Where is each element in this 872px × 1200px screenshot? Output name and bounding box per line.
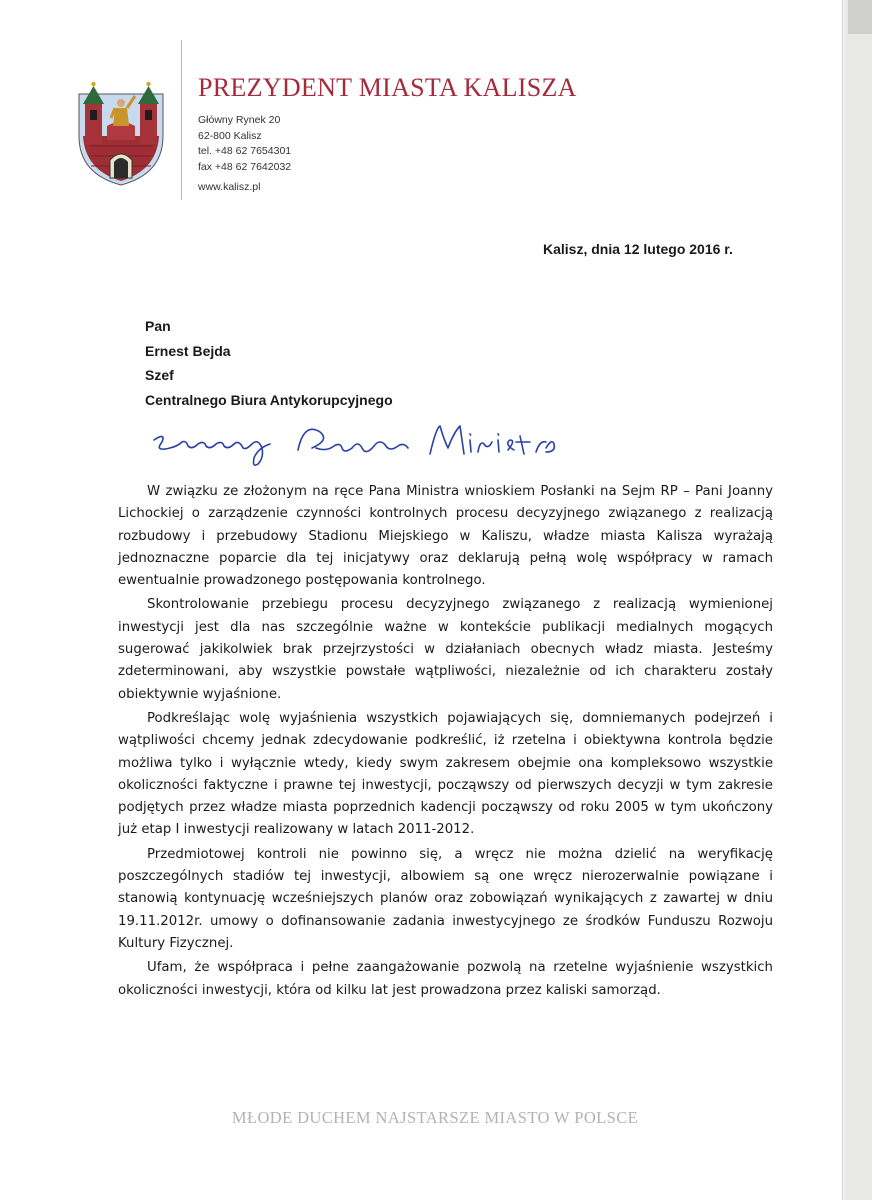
handwritten-greeting bbox=[148, 418, 558, 476]
website-link[interactable]: www.kalisz.pl bbox=[198, 181, 261, 193]
org-title: PREZYDENT MIASTA KALISZA bbox=[198, 73, 577, 102]
body-paragraph-1: W związku ze złożonym na ręce Pana Ministra wnioskiem Posłanki na Sejm RP – Pani Joanny Lichockiej o zarządzenie czynności kontrolnych procesu decyzyjnego związanego z realizacją rozbudowy i przebudowy Stadionu Miejskiego w Kaliszu, władze miasta Kalisza wyrażają jednoznaczne poparcie dla tej inicjatywy oraz deklarują pełną wolę współpracy w ramach ewentualnie prowadzonego postępowania kontrolnego. bbox=[118, 484, 773, 589]
phone-number: tel. +48 62 7654301 bbox=[198, 145, 292, 157]
fax-number: fax +48 62 7642032 bbox=[198, 160, 292, 173]
scan-edge-notch bbox=[848, 0, 872, 34]
recipient-salutation: Pan bbox=[145, 318, 171, 334]
footer-motto: MŁODE DUCHEM NAJSTARSZE MIASTO W POLSCE bbox=[231, 1108, 639, 1127]
address-city: 62-800 Kalisz bbox=[198, 129, 262, 142]
recipient-title: Szef bbox=[145, 367, 174, 383]
scan-edge bbox=[845, 0, 872, 1200]
body-paragraph-4: Przedmiotowej kontroli nie powinno się, a wręcz nie można dzielić na weryfikację poszczególnych stadiów tej inwestycji, albowiem są one wręcz nierozerwalnie powiązane i stanowią kontynuację wcześniejszych planów oraz zobowiązań wynikających z zawartej w dniu 19.11.2012r. umowy o dofinansowanie zadania inwestycyjnego ze środków Funduszu Rozwoju Kultury Fizycznej. bbox=[118, 846, 773, 951]
letter-date: Kalisz, dnia 12 lutego 2016 r. bbox=[543, 241, 733, 257]
address-street: Główny Rynek 20 bbox=[198, 114, 281, 126]
letter-body bbox=[118, 481, 773, 1004]
address-block bbox=[198, 113, 291, 196]
recipient-name: Ernest Bejda bbox=[145, 342, 231, 359]
header-divider bbox=[181, 40, 182, 200]
recipient-block bbox=[145, 314, 393, 412]
body-paragraph-2: Skontrolowanie przebiegu procesu decyzyjnego związanego z realizacją wymienionej inwestycji jest dla nas szczególnie ważne w kontekście publikacji medialnych mogących sugerować jakikolwiek brak przejrzystości w działaniach obecnych władz miasta. Jesteśmy zdeterminowani, aby wszystkie powstałe wątpliwości, niezależnie od ich charakteru zostały obiektywnie wyjaśnione. bbox=[118, 597, 773, 702]
body-paragraph-5: Ufam, że współpraca i pełne zaangażowanie pozwolą na rzetelne wyjaśnienie wszystkich okoliczności inwestycji, która od kilku lat jest prowadzona przez kaliski samorząd. bbox=[118, 960, 773, 998]
kalisz-coat-of-arms-icon bbox=[77, 74, 165, 186]
recipient-institution: Centralnego Biura Antykorupcyjnego bbox=[145, 391, 393, 408]
body-paragraph-3: Podkreślając wolę wyjaśnienia wszystkich pojawiających się, domniemanych podejrzeń i wątpliwości chcemy jednak zdecydowanie podkreślić, iż rzetelna i obiektywna kontrola będzie możliwa tylko i wyłącznie wtedy, kiedy swym zakresem obejmie ona kompleksowo wszystkie okoliczności faktyczne i prawne tej inwestycji, począwszy od pierwszych decyzji w tym zakresie podjętych przez władze miasta poprzednich kadencji począwszy od roku 2005 w tym ukończony już etap I inwestycji realizowany w latach 2011-2012. bbox=[118, 710, 773, 838]
